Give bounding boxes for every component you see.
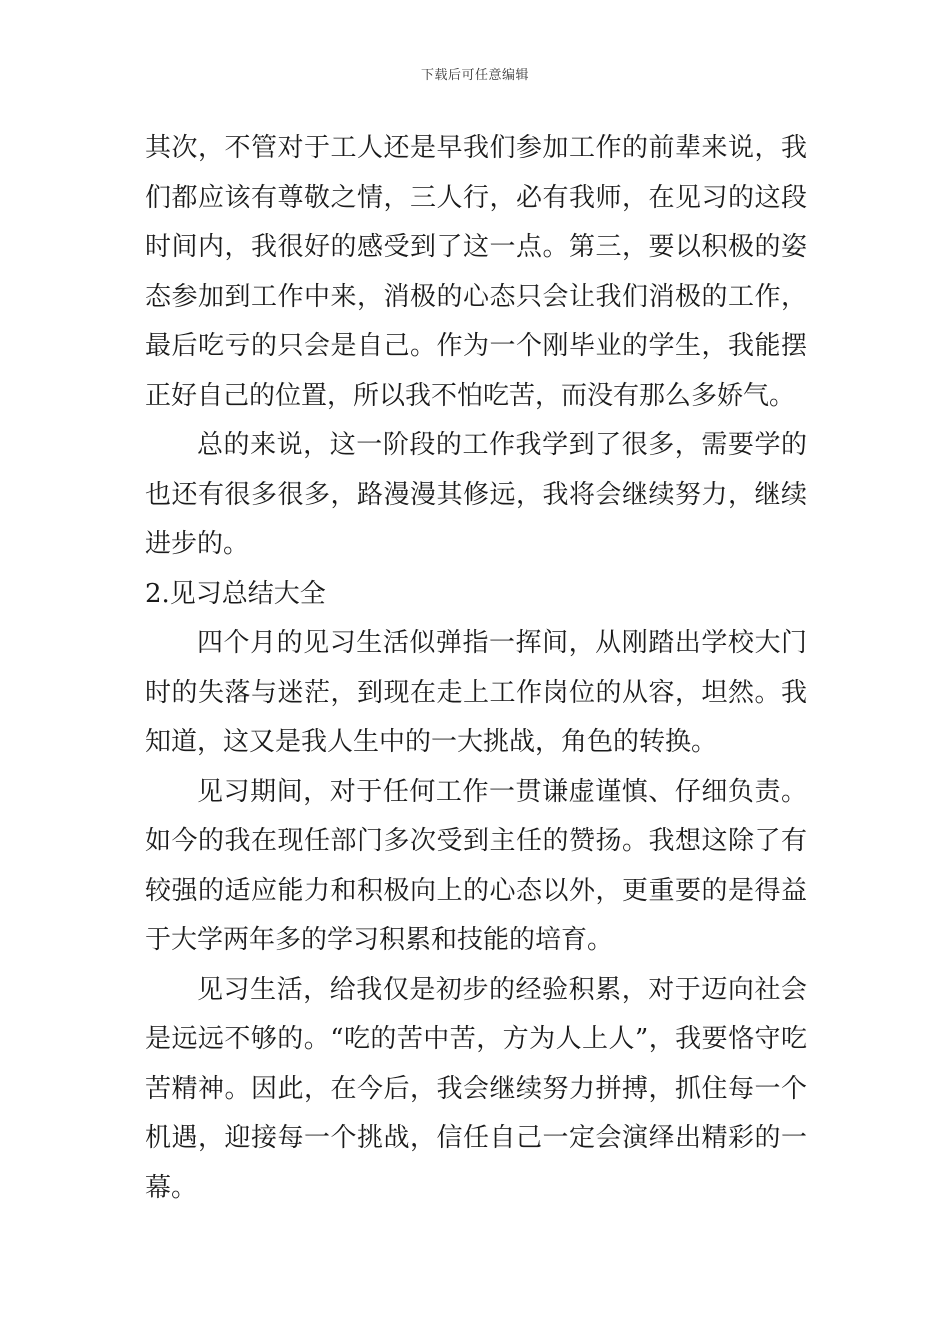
paragraph-2: 总的来说，这一阶段的工作我学到了很多，需要学的也还有很多很多，路漫漫其修远，我将会继续努力，继续进步的。: [145, 430, 807, 559]
paragraph-1: 其次，不管对于工人还是早我们参加工作的前辈来说，我们都应该有尊敬之情，三人行，必有我师，在见习的这段时间内，我很好的感受到了这一点。第三，要以积极的姿态参加到工作中来，消极的心态只会让我们消极的工作，最后吃亏的只会是自己。作为一个刚毕业的学生，我能摆正好自己的位置，所以我不怕吃苦，而没有那么多娇气。: [145, 133, 807, 411]
paragraph-4: 见习期间，对于任何工作一贯谦虚谨慎、仔细负责。如今的我在现任部门多次受到主任的赞扬。我想这除了有较强的适应能力和积极向上的心态以外，更重要的是得益于大学两年多的学习积累和技能的培育。: [145, 776, 807, 955]
paragraph-3: 四个月的见习生活似弹指一挥间，从刚踏出学校大门时的失落与迷茫，到现在走上工作岗位的从容，坦然。我知道，这又是我人生中的一大挑战，角色的转换。: [145, 628, 807, 757]
section-heading: 2.见习总结大全: [145, 578, 326, 609]
page-header: 下载后可任意编辑: [420, 68, 529, 83]
document-body: [145, 124, 807, 1213]
paragraph-5: 见习生活，给我仅是初步的经验积累，对于迈向社会是远远不够的。“吃的苦中苦，方为人上人”，我要恪守吃苦精神。因此，在今后，我会继续努力拼搏，抓住每一个机遇，迎接每一个挑战，信任自己一定会演绎出精彩的一幕。: [145, 974, 807, 1203]
